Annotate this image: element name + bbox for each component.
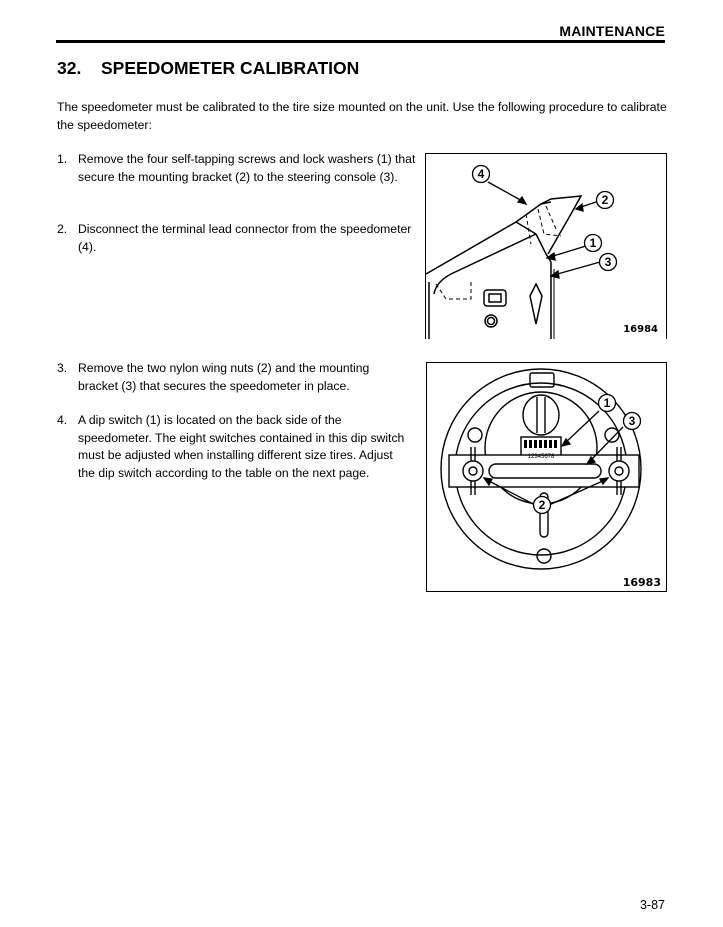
section-number: 32. <box>57 58 82 78</box>
callout-4: 4 <box>477 167 485 181</box>
step-number: 3. <box>57 361 68 375</box>
step-number: 1. <box>57 152 68 166</box>
figure-speedometer <box>426 362 667 592</box>
figure-number: 16983 <box>622 576 661 589</box>
step-2 <box>57 221 417 256</box>
figure-bracket <box>425 153 667 339</box>
callout-3: 3 <box>604 255 612 269</box>
callout-2: 2 <box>538 498 546 512</box>
page-number: 3-87 <box>639 898 665 912</box>
step-text: A dip switch (1) is located on the back side of the speedometer. The eight switches contained in this dip switch must be adjusted when installing different size tires. Adjust the dip switch according to the table on the next page. <box>78 413 405 480</box>
section-title: SPEEDOMETER CALIBRATION <box>101 58 360 78</box>
step-number: 4. <box>57 413 68 427</box>
step-text: Remove the four self-tapping screws and lock washers (1) that secure the mounting bracket (2) to the steering console (3). <box>78 152 416 184</box>
figure-number: 16984 <box>623 324 658 335</box>
dip-switch-labels: 12345678 <box>527 454 555 460</box>
callout-2: 2 <box>601 193 609 207</box>
callout-1: 1 <box>589 236 597 250</box>
step-number: 2. <box>57 222 68 236</box>
bracket-illustration <box>426 154 666 339</box>
header-rule <box>56 40 665 43</box>
step-text: Remove the two nylon wing nuts (2) and the mounting bracket (3) that secures the speedometer in place. <box>78 361 370 393</box>
intro-paragraph: The speedometer must be calibrated to the tire size mounted on the unit. Use the following procedure to calibrate the speedometer: <box>57 100 667 132</box>
page-title <box>57 58 359 79</box>
callout-1: 1 <box>603 396 611 410</box>
step-4 <box>57 412 412 482</box>
speedometer-illustration <box>427 363 666 591</box>
step-3 <box>57 360 412 395</box>
step-text: Disconnect the terminal lead connector from the speedometer (4). <box>78 222 412 254</box>
callout-3: 3 <box>628 414 636 428</box>
section-label: MAINTENANCE <box>559 23 665 39</box>
step-1 <box>57 151 417 186</box>
